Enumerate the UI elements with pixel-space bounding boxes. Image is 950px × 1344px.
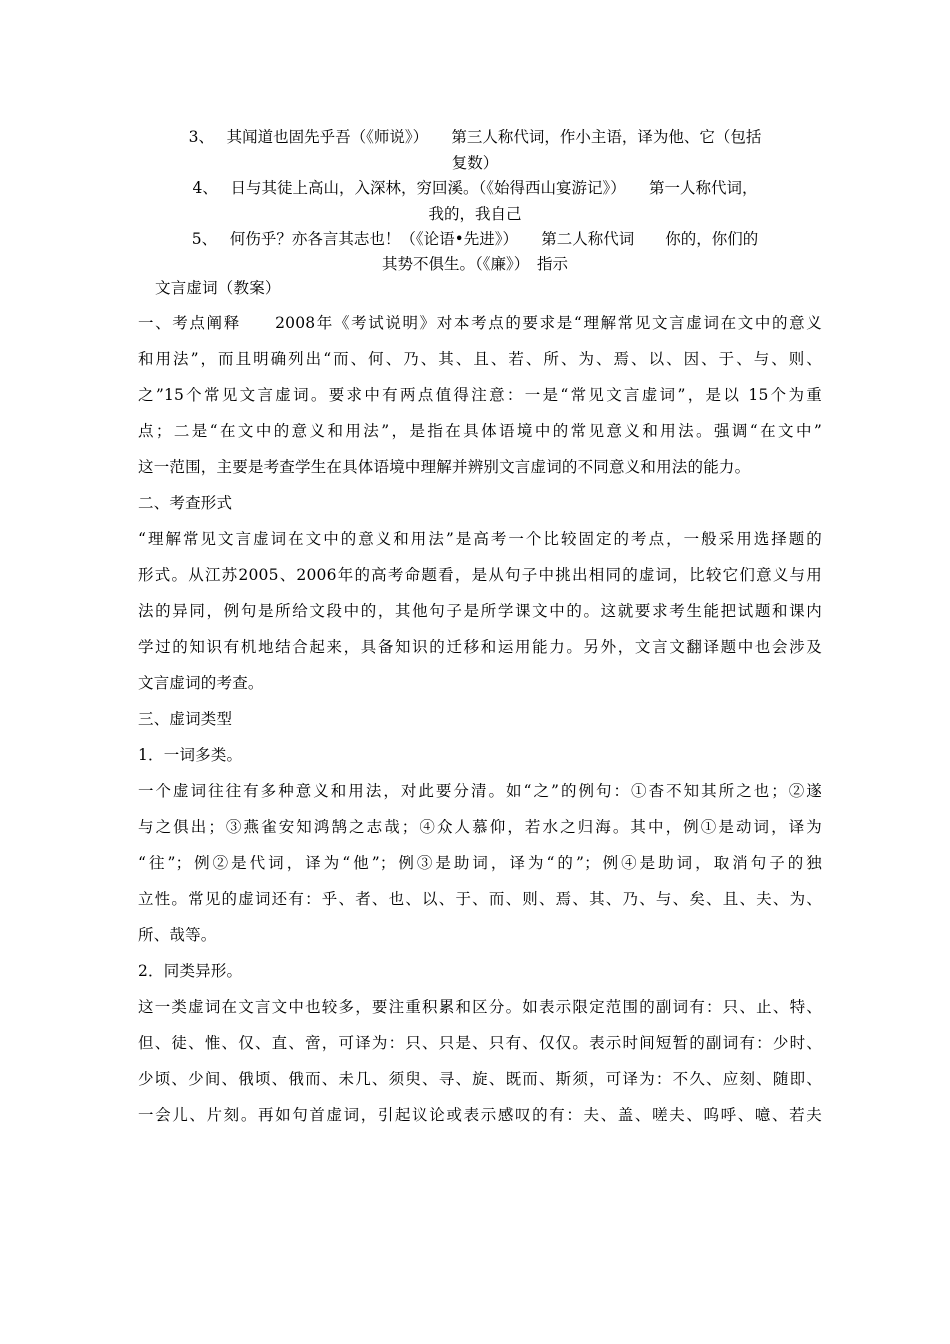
subsection-heading: 1．一词多类。 (138, 746, 243, 764)
section-heading: 二、考查形式 (138, 494, 233, 512)
example-4-line-1: 4、 日与其徒上高山，入深林，穷回溪。（《始得西山宴游记》） 第一人称代词， (192, 179, 758, 197)
paragraph-line: 文言虚词的考查。 (138, 674, 264, 692)
paragraph-line: 所、哉等。 (138, 926, 217, 944)
paragraph-line: 立性。常见的虚词还有：乎、者、也、以、于、而、则、焉、其、乃、与、矣、且、夫、为、 (138, 890, 822, 908)
paragraph-line: 和用法”，而且明确列出“而、何、乃、其、且、若、所、为、焉、以、因、于、与、则、 (138, 350, 822, 368)
paragraph-line: 学过的知识有机地结合起来，具备知识的迁移和运用能力。另外，文言文翻译题中也会涉及 (138, 638, 822, 656)
paragraph-line: “理解常见文言虚词在文中的意义和用法”是高考一个比较固定的考点，一般采用选择题的 (138, 530, 822, 548)
section-heading: 三、虚词类型 (138, 710, 233, 728)
example-5-line-1: 5、 何伤乎？亦各言其志也！（《论语•先进》） 第二人称代词 你的，你们的 (191, 230, 759, 248)
paragraph-line: 少顷、少间、俄顷、俄而、未几、须臾、寻、旋、既而、斯须，可译为：不久、应刻、随即、 (138, 1070, 822, 1088)
example-3-line-2: 复数） (451, 154, 499, 172)
paragraph-line: 点；二是“在文中的意义和用法”，是指在具体语境中的常见意义和用法。强调“在文中” (138, 422, 822, 440)
subsection-heading: 2．同类异形。 (138, 962, 243, 980)
paragraph-line: 一、考点阐释 2008年《考试说明》对本考点的要求是“理解常见文言虚词在文中的意义 (138, 314, 822, 332)
example-5-line-2: 其势不俱生。（《廉》） 指示 (381, 255, 568, 273)
document-title: 文言虚词（教案） (155, 279, 281, 297)
paragraph-line: 一会儿、片刻。再如句首虚词，引起议论或表示感叹的有：夫、盖、嗟夫、呜呼、噫、若夫 (138, 1106, 822, 1124)
paragraph-line: “往”；例②是代词，译为“他”；例③是助词，译为“的”；例④是助词，取消句子的独 (138, 854, 822, 872)
paragraph-line: 这一类虚词在文言文中也较多，要注重积累和区分。如表示限定范围的副词有：只、止、特、 (138, 998, 822, 1016)
paragraph-line: 之”15个常见文言虚词。要求中有两点值得注意：一是“常见文言虚词”，是以 15个为重 (138, 386, 822, 404)
example-3-line-1: 3、 其闻道也固先乎吾（《师说》） 第三人称代词，作小主语，译为他、它（包括 (188, 128, 762, 146)
paragraph-line: 法的异同，例句是所给文段中的，其他句子是所学课文中的。这就要求考生能把试题和课内 (138, 602, 822, 620)
example-4-line-2: 我的，我自己 (428, 205, 522, 223)
paragraph-line: 这一范围，主要是考查学生在具体语境中理解并辨别文言虚词的不同意义和用法的能力。 (138, 458, 751, 476)
paragraph-line: 但、徒、惟、仅、直、啻，可译为：只、只是、只有、仅仅。表示时间短暂的副词有：少时、 (138, 1034, 822, 1052)
paragraph-line: 一个虚词往往有多种意义和用法，对此要分清。如“之”的例句：①杳不知其所之也；②遂 (138, 782, 822, 800)
paragraph-line: 形式。从江苏2005、2006年的高考命题看，是从句子中挑出相同的虚词，比较它们意义与用 (138, 566, 822, 584)
paragraph-line: 与之俱出；③燕雀安知鸿鹄之志哉；④众人慕仰，若水之归海。其中，例①是动词，译为 (138, 818, 822, 836)
